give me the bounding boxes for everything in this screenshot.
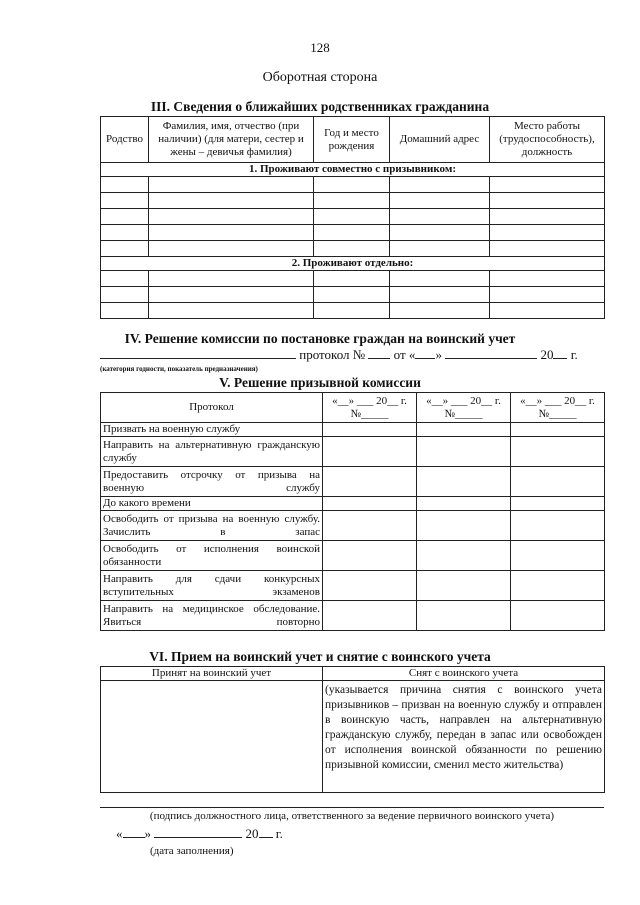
table-row [101,271,605,287]
table-row [101,225,605,241]
date-caption: (дата заполнения) [150,845,234,857]
header-birth: Год и место рождения [314,117,390,163]
table-row [101,287,605,303]
row-label-conscript: Призвать на военную службу [101,423,323,437]
row-label-exempt-reserve: Освободить от призыва на военную службу. Зачислить в запас [101,511,323,541]
date-header-2: «__» ___ 20__ г. [426,394,501,407]
row-label-alternative-service: Направить на альтернативную гражданскую службу [101,437,323,467]
section4-caption: (категория годности, показатель предназначения) [100,365,258,373]
header-kinship: Родство [101,117,149,163]
table-row [101,303,605,319]
section5-title: V. Решение призывной комиссии [219,375,421,390]
protocol-label: протокол № [299,347,366,362]
page-number: 128 [310,40,330,55]
row-label-entrance-exams: Направить для сдачи конкурсных вступительных экзаменов [101,571,323,601]
date-g: г. [275,826,283,841]
section4-protocol-line [100,347,610,363]
row-label-deferral: Предоставить отсрочку от призыва на военную службу [101,467,323,497]
signature-line [100,807,604,808]
header-workplace: Место работы (трудоспособность), должность [490,117,605,163]
year-label: 20 [540,347,554,362]
from-label: от « [393,347,416,362]
row-label-medical-exam: Направить на медицинское обследование. Явиться повторно [101,601,323,631]
commission-decision-table [100,392,605,631]
header-fullname: Фамилия, имя, отчество (при наличии) (для матери, сестер и жены – девичья фамилия) [149,117,314,163]
band-living-separately: 2. Проживают отдельно: [101,257,605,271]
section4-title: IV. Решение комиссии по постановке граждан на воинский учет [124,331,516,346]
header-address: Домашний адрес [390,117,490,163]
table-row [101,193,605,209]
quote-close: » [435,347,442,362]
header-protocol: Протокол [101,393,323,423]
row-label-until-when: До какого времени [101,497,323,511]
registration-table [100,666,605,793]
header-deregistered: Снят с воинского учета [323,667,605,681]
section3-title: III. Сведения о ближайших родственниках гражданина [150,99,490,114]
table-row [101,209,605,225]
number-header-3: №_____ [538,407,577,420]
date-open: « [116,826,123,841]
g-label: г. [570,347,578,362]
row-label-exempt-duty: Освободить от исполнения воинской обязанности [101,541,323,571]
relatives-table [100,116,605,319]
fill-date-line [116,826,283,842]
signature-caption: (подпись должностного лица, ответственного за ведение первичного воинского учета) [149,810,555,822]
date-close: » [144,826,151,841]
section6-title: VI. Прием на воинский учет и снятие с воинского учета [149,649,491,664]
date-header-3: «__» ___ 20__ г. [520,394,595,407]
date-header-1: «__» ___ 20__ г. [332,394,407,407]
deregistration-note: (указывается причина снятия с воинского учета призывников – призван на военную службу и отправлен в воинскую часть, направлен на альтернативную гражданскую службу, передан в запас или освобожден от исполнения воинской обязанности по решению призывной комиссии, сменил место жительства) [323,681,605,793]
header-registered: Принят на воинский учет [101,667,323,681]
number-header-1: №_____ [350,407,389,420]
page-subtitle: Оборотная сторона [262,70,378,85]
date-year: 20 [245,826,259,841]
number-header-2: №_____ [444,407,483,420]
table-row [101,177,605,193]
band-living-together: 1. Проживают совместно с призывником: [101,163,605,177]
table-row [101,241,605,257]
